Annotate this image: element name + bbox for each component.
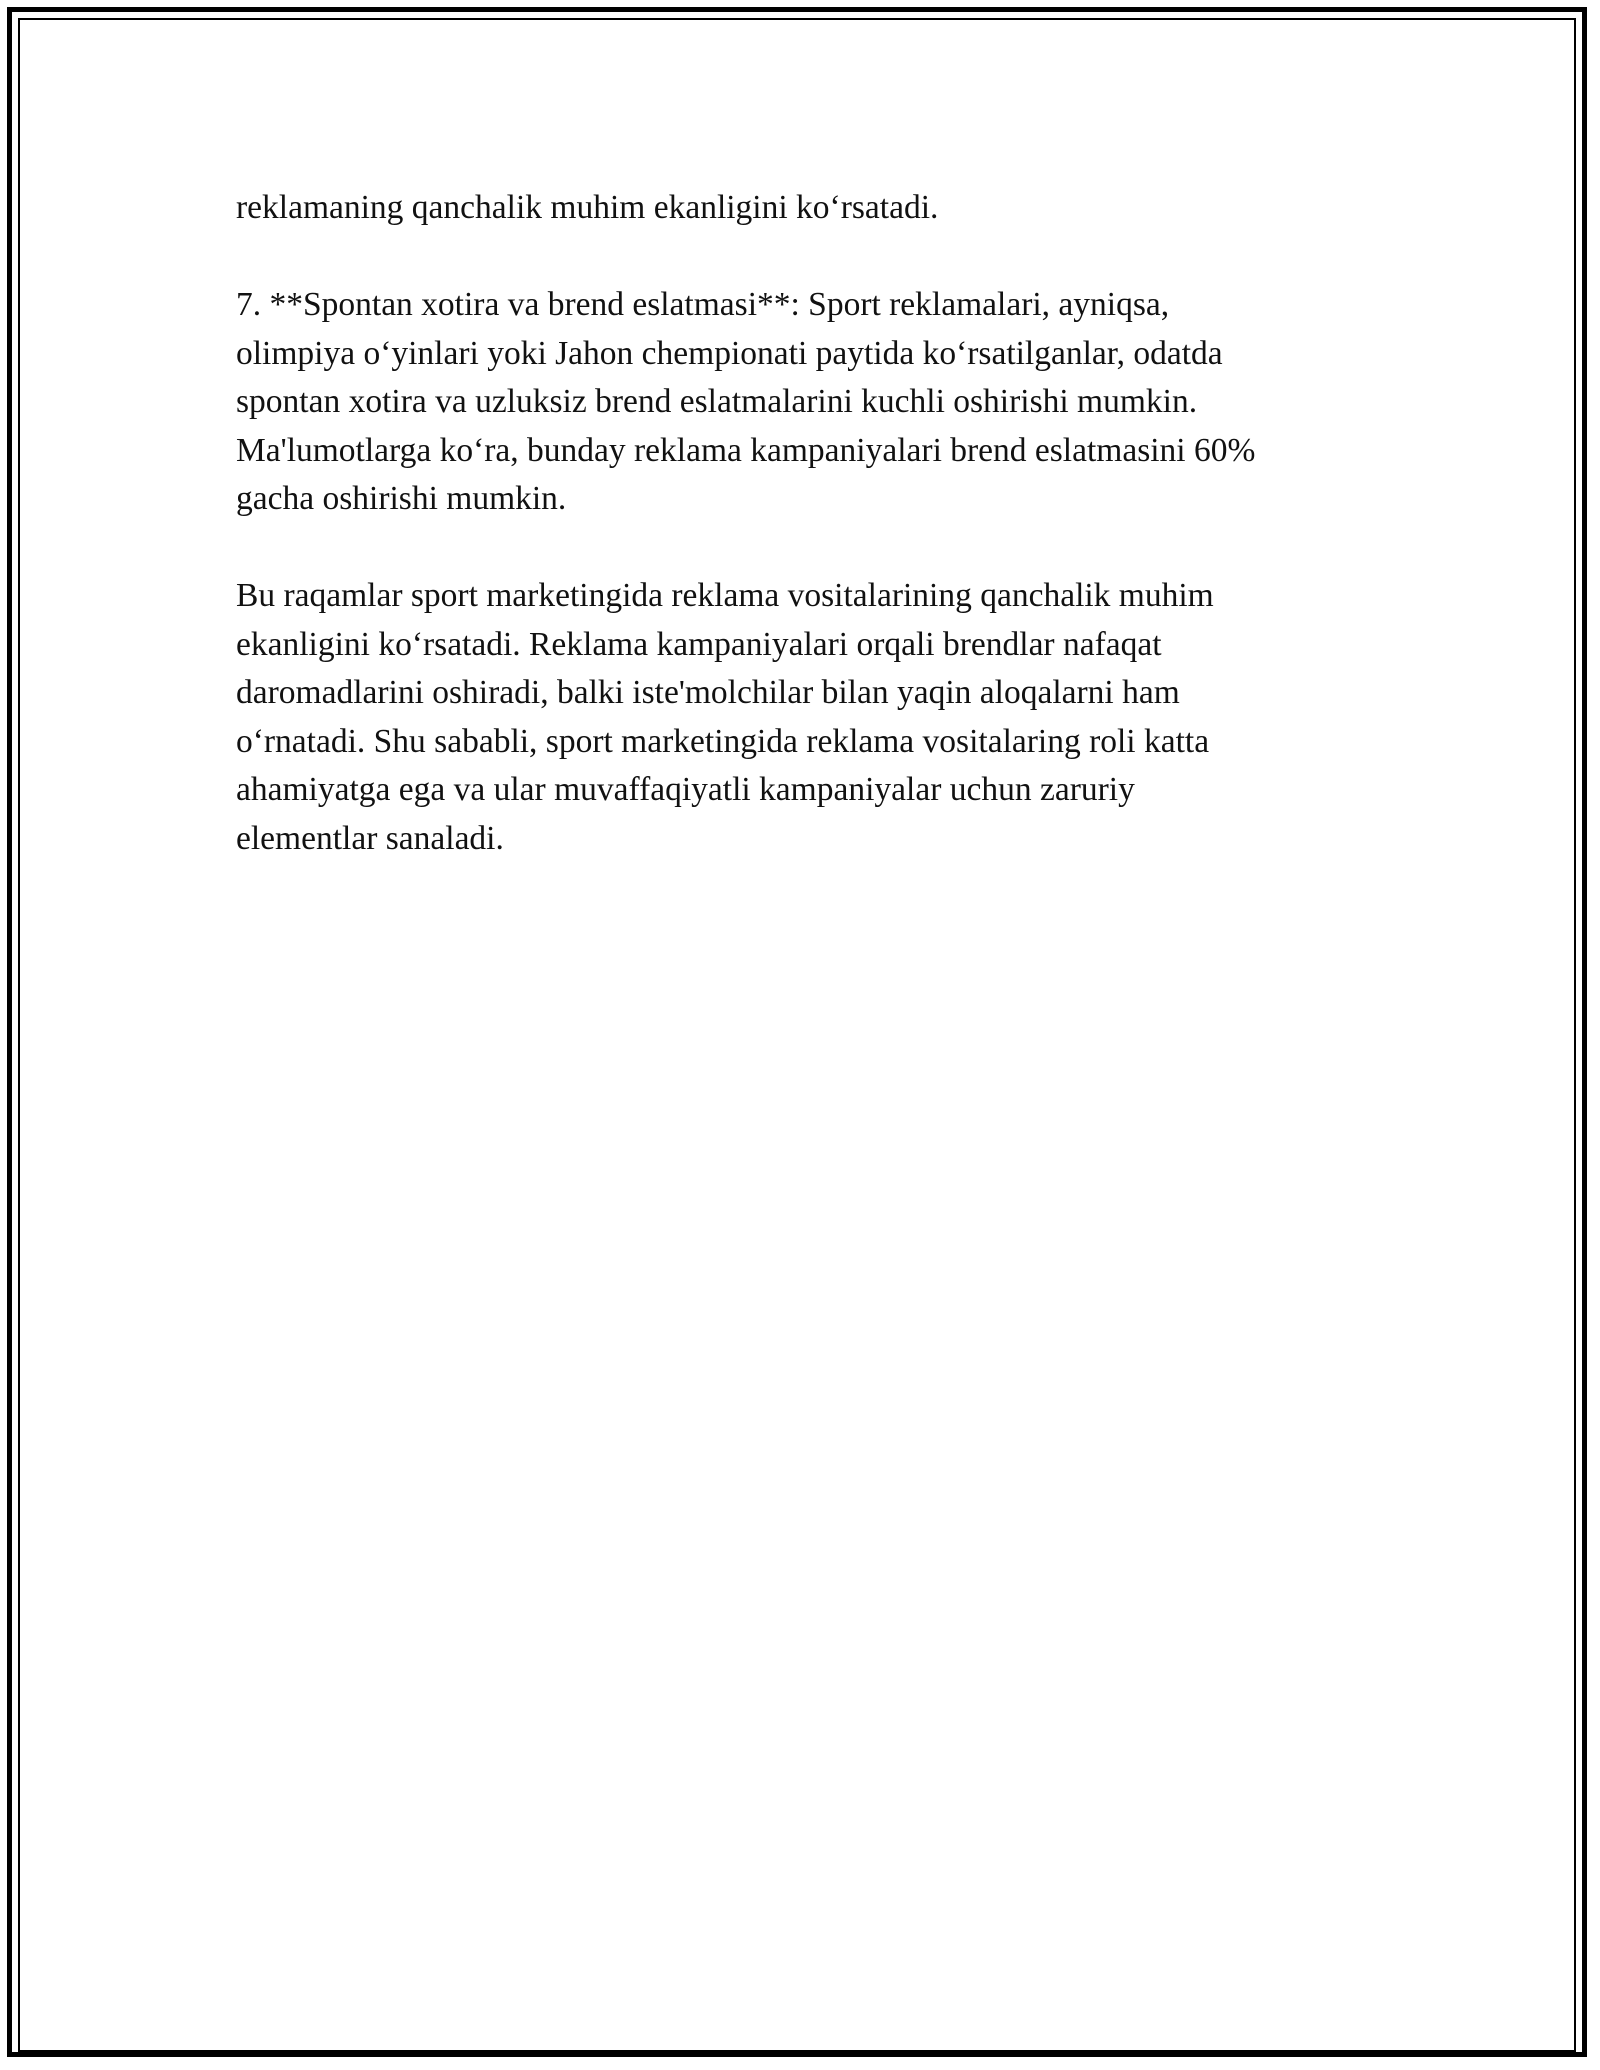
text-line: olimpiya o‘yinlari yoki Jahon chempionati paytida ko‘rsatilganlar, odatda [236,334,1223,372]
text-line: Ma'lumotlarga ko‘ra, bunday reklama kampaniyalari brend eslatmasini 60% [236,431,1256,469]
paragraph-continuation [236,184,1376,233]
paragraph-item-7 [236,281,1376,524]
paragraph-conclusion [236,572,1376,863]
text-line: reklamaning qanchalik muhim ekanligini ko‘rsatadi. [236,189,939,226]
text-line: gacha oshirishi mumkin. [236,480,567,517]
text-line: spontan xotira va uzluksiz brend eslatmalarini kuchli oshirishi mumkin. [236,383,1198,420]
text-line: ahamiyatga ega va ular muvaffaqiyatli kampaniyalar uchun zaruriy [236,771,1135,808]
text-line: o‘rnatadi. Shu sababli, sport marketingida reklama vositalaring roli katta [236,722,1210,760]
text-line: 7. **Spontan xotira va brend eslatmasi**: Sport reklamalari, ayniqsa, [236,286,1170,323]
text-line: ekanligini ko‘rsatadi. Reklama kampaniyalari orqali brendlar nafaqat [236,625,1162,663]
text-line: elementlar sanaladi. [236,819,504,857]
text-line: Bu raqamlar sport marketingida reklama vositalarining qanchalik muhim [236,577,1214,614]
text-line: daromadlarini oshiradi, balki iste'molchilar bilan yaqin aloqalarni ham [236,674,1180,711]
document-body [236,184,1376,912]
